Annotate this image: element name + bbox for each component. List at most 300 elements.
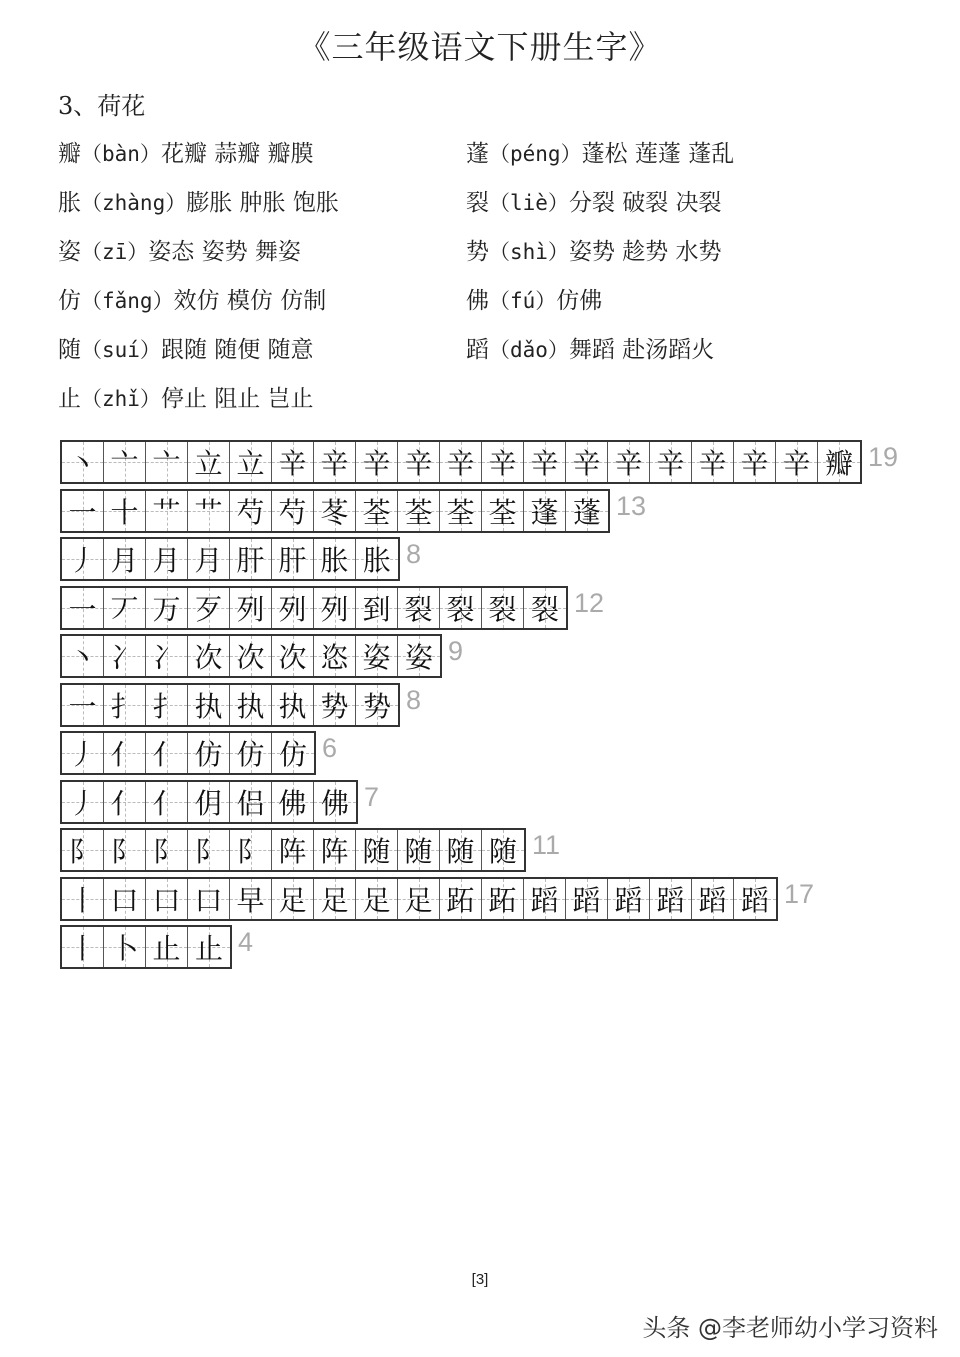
vocab-pinyin: （dǎo） <box>489 338 569 362</box>
stroke-glyph: 丿 <box>68 786 97 820</box>
stroke-cell <box>62 685 104 725</box>
stroke-glyph: 到 <box>362 592 391 626</box>
stroke-glyph: 丿 <box>68 544 97 577</box>
stroke-glyph: 执 <box>194 689 223 723</box>
stroke-glyph: 辛 <box>362 447 391 480</box>
vocab-char: 胀 <box>58 190 81 216</box>
stroke-glyph: 丨 <box>68 932 97 965</box>
stroke-cell <box>62 879 104 919</box>
stroke-glyph: 荃 <box>404 495 433 529</box>
stroke-cell <box>692 442 734 482</box>
stroke-glyph: 辛 <box>614 447 643 480</box>
stroke-glyph: 亠 <box>110 447 139 480</box>
stroke-glyph: 辛 <box>656 447 685 480</box>
vocab-words: 效仿 模仿 仿制 <box>173 288 327 314</box>
vocab-words: 舞蹈 赴汤蹈火 <box>568 337 715 363</box>
stroke-glyph: 辛 <box>278 447 307 480</box>
stroke-cell <box>272 491 314 531</box>
stroke-glyph: 佛 <box>320 786 349 820</box>
stroke-cell <box>62 636 104 676</box>
stroke-glyph: 跖 <box>488 883 517 917</box>
stroke-glyph: 月 <box>152 544 181 577</box>
stroke-glyph: 肝 <box>236 544 265 577</box>
stroke-cell <box>104 539 146 579</box>
stroke-glyph: 冫 <box>152 641 181 674</box>
stroke-cell <box>314 830 356 870</box>
stroke-glyph: 立 <box>194 447 223 480</box>
stroke-cell <box>272 539 314 579</box>
stroke-glyph: 阵 <box>320 835 349 868</box>
stroke-count: 6 <box>322 733 338 763</box>
vocab-row <box>58 130 898 179</box>
vocab-words: 膨胀 肿胀 饱胀 <box>186 190 339 216</box>
stroke-glyph: 蹈 <box>656 883 685 917</box>
stroke-cell <box>188 539 230 579</box>
stroke-cell <box>272 685 314 725</box>
stroke-glyph: 裂 <box>530 592 559 626</box>
vocabulary-list <box>58 130 898 424</box>
stroke-glyph: 列 <box>320 592 349 626</box>
stroke-cell <box>272 830 314 870</box>
stroke-glyph: 仿 <box>278 738 307 771</box>
stroke-cell <box>272 733 314 773</box>
stroke-glyph: 艹 <box>152 495 181 529</box>
stroke-glyph: 裂 <box>404 592 433 626</box>
stroke-cell <box>62 782 104 822</box>
vocab-pinyin: （zī） <box>81 240 149 264</box>
stroke-glyph: 辛 <box>698 447 727 480</box>
vocab-item <box>58 326 314 375</box>
stroke-cell <box>146 733 188 773</box>
stroke-cell <box>62 491 104 531</box>
stroke-cell <box>146 491 188 531</box>
stroke-cell <box>314 539 356 579</box>
vocab-char: 瓣 <box>58 141 81 167</box>
stroke-cells <box>60 683 400 727</box>
vocab-row <box>58 326 898 375</box>
vocab-words: 姿势 趁势 水势 <box>568 239 722 265</box>
stroke-glyph: 辛 <box>530 447 559 480</box>
stroke-cell <box>398 491 440 531</box>
stroke-glyph: 蹈 <box>572 883 601 917</box>
stroke-cell <box>230 442 272 482</box>
stroke-cell <box>104 830 146 870</box>
stroke-glyph: 佛 <box>278 786 307 820</box>
vocab-pinyin: （bàn） <box>81 142 161 166</box>
stroke-glyph: 随 <box>404 835 433 868</box>
stroke-cell <box>356 588 398 628</box>
stroke-cell <box>356 539 398 579</box>
stroke-glyph: 胀 <box>362 544 391 577</box>
stroke-glyph: 瓣 <box>824 447 853 480</box>
stroke-cell <box>524 879 566 919</box>
vocab-pinyin: （fǎng） <box>81 289 174 313</box>
stroke-glyph: 列 <box>278 592 307 626</box>
stroke-cell <box>188 685 230 725</box>
stroke-glyph: 苳 <box>320 495 349 529</box>
stroke-cell <box>104 733 146 773</box>
stroke-cell <box>188 879 230 919</box>
stroke-glyph: 阝 <box>236 835 265 868</box>
stroke-cell <box>482 442 524 482</box>
stroke-cell <box>524 588 566 628</box>
stroke-cell <box>566 491 608 531</box>
stroke-cell <box>566 879 608 919</box>
stroke-glyph: 执 <box>236 689 265 723</box>
stroke-count: 8 <box>406 684 422 715</box>
stroke-cell <box>356 636 398 676</box>
stroke-cell <box>524 442 566 482</box>
vocab-pinyin: （suí） <box>81 338 161 362</box>
stroke-cell <box>398 879 440 919</box>
stroke-cell <box>62 539 104 579</box>
vocab-item <box>466 179 722 228</box>
stroke-cell <box>272 636 314 676</box>
stroke-glyph: 芍 <box>278 495 307 529</box>
stroke-glyph: 仿 <box>236 738 265 771</box>
stroke-glyph: 荃 <box>362 495 391 529</box>
stroke-cell <box>62 588 104 628</box>
stroke-glyph: 荃 <box>488 495 517 529</box>
stroke-glyph: 卜 <box>110 932 139 965</box>
stroke-count: 19 <box>868 442 899 472</box>
vocab-char: 佛 <box>466 288 489 314</box>
stroke-cell <box>230 539 272 579</box>
stroke-cell <box>356 442 398 482</box>
stroke-glyph: 姿 <box>404 641 433 674</box>
vocab-pinyin: （zhǐ） <box>81 387 161 411</box>
stroke-glyph: 阵 <box>278 835 307 868</box>
stroke-cell <box>104 442 146 482</box>
stroke-glyph: 亻 <box>110 786 139 820</box>
stroke-cell <box>62 927 104 967</box>
vocab-pinyin: （liè） <box>489 191 569 215</box>
stroke-cell <box>356 685 398 725</box>
stroke-glyph: 裂 <box>446 592 475 626</box>
stroke-cell <box>356 830 398 870</box>
stroke-cell <box>188 733 230 773</box>
stroke-glyph: 阝 <box>152 835 181 868</box>
stroke-cell <box>104 782 146 822</box>
stroke-glyph: 亠 <box>152 447 181 480</box>
stroke-cell <box>440 442 482 482</box>
stroke-cell <box>230 733 272 773</box>
stroke-glyph: 扌 <box>110 689 139 723</box>
stroke-cell <box>230 782 272 822</box>
stroke-cell <box>146 830 188 870</box>
vocab-char: 随 <box>58 337 81 363</box>
stroke-count: 4 <box>238 927 254 957</box>
stroke-glyph: 辛 <box>488 447 517 480</box>
stroke-glyph: 随 <box>488 835 517 868</box>
stroke-glyph: 亻 <box>152 738 181 771</box>
vocab-words: 花瓣 蒜瓣 瓣膜 <box>160 141 314 167</box>
stroke-glyph: 蹈 <box>740 883 769 917</box>
stroke-glyph: 蓬 <box>530 495 559 529</box>
stroke-cell <box>482 491 524 531</box>
stroke-glyph: 势 <box>320 689 349 723</box>
stroke-glyph: 裂 <box>488 592 517 626</box>
vocab-words: 蓬松 莲蓬 蓬乱 <box>581 141 735 167</box>
stroke-glyph: 早 <box>236 883 265 917</box>
stroke-glyph: 执 <box>278 689 307 723</box>
stroke-cell <box>62 733 104 773</box>
page-title: 《三年级语文下册生字》 <box>298 28 662 66</box>
stroke-glyph: 止 <box>152 932 181 965</box>
stroke-cell <box>734 879 776 919</box>
stroke-glyph: 跖 <box>446 883 475 917</box>
stroke-cell <box>482 879 524 919</box>
vocab-pinyin: （fú） <box>489 289 557 313</box>
stroke-glyph: 仴 <box>194 786 223 820</box>
stroke-count: 17 <box>784 878 815 909</box>
vocab-item <box>466 228 722 277</box>
vocab-item <box>58 375 314 424</box>
stroke-glyph: 歹 <box>194 592 223 626</box>
stroke-glyph: 足 <box>404 883 433 917</box>
vocab-char: 止 <box>58 386 81 412</box>
vocab-words: 停止 阻止 岂止 <box>160 386 314 412</box>
stroke-cell <box>188 442 230 482</box>
stroke-cell <box>146 927 188 967</box>
stroke-glyph: 辛 <box>740 447 769 480</box>
stroke-cell <box>692 879 734 919</box>
stroke-cell <box>104 636 146 676</box>
vocab-pinyin: （péng） <box>489 142 582 166</box>
stroke-cell <box>230 830 272 870</box>
stroke-count: 9 <box>448 636 464 666</box>
stroke-glyph: 阝 <box>110 835 139 868</box>
stroke-glyph: 艹 <box>194 495 223 529</box>
stroke-cells <box>60 634 442 678</box>
stroke-glyph: 随 <box>446 835 475 868</box>
stroke-glyph: 丶 <box>68 641 97 674</box>
vocab-item <box>466 130 734 179</box>
vocab-item <box>58 179 339 228</box>
stroke-glyph: 足 <box>320 883 349 917</box>
stroke-glyph: 蹈 <box>698 883 727 917</box>
stroke-cell <box>440 491 482 531</box>
stroke-glyph: 随 <box>362 835 391 868</box>
vocab-words: 跟随 随便 随意 <box>160 337 314 363</box>
stroke-glyph: 亻 <box>110 738 139 771</box>
stroke-glyph: 辛 <box>320 447 349 480</box>
stroke-cell <box>356 491 398 531</box>
stroke-cell <box>272 782 314 822</box>
watermark: 头条 @李老师幼小学习资料 <box>642 1314 938 1342</box>
stroke-glyph: 辛 <box>782 447 811 480</box>
stroke-count: 12 <box>574 587 605 618</box>
stroke-cell <box>104 685 146 725</box>
vocab-words: 分裂 破裂 决裂 <box>568 190 722 216</box>
stroke-glyph: 丶 <box>68 447 97 480</box>
stroke-glyph: 足 <box>362 883 391 917</box>
stroke-glyph: 蹈 <box>614 883 643 917</box>
stroke-cell <box>230 636 272 676</box>
stroke-cell <box>314 491 356 531</box>
stroke-glyph: 芍 <box>236 495 265 529</box>
stroke-glyph: 亻 <box>152 786 181 820</box>
vocab-item <box>58 228 301 277</box>
stroke-cells <box>60 537 400 581</box>
stroke-cell <box>104 491 146 531</box>
stroke-cell <box>146 879 188 919</box>
stroke-cell <box>188 782 230 822</box>
stroke-glyph: 势 <box>362 689 391 723</box>
stroke-glyph: 立 <box>236 447 265 480</box>
stroke-cell <box>230 685 272 725</box>
stroke-glyph: 列 <box>236 592 265 626</box>
stroke-glyph: 足 <box>278 883 307 917</box>
stroke-cell <box>398 636 440 676</box>
vocab-pinyin: （shì） <box>489 240 569 264</box>
stroke-glyph: 荃 <box>446 495 475 529</box>
vocab-row <box>58 228 898 277</box>
vocab-words: 姿态 姿势 舞姿 <box>148 239 301 265</box>
stroke-cell <box>188 927 230 967</box>
stroke-cell <box>608 442 650 482</box>
stroke-cell <box>314 685 356 725</box>
stroke-cells <box>60 877 778 921</box>
stroke-cell <box>146 685 188 725</box>
stroke-cell <box>398 588 440 628</box>
stroke-glyph: 阝 <box>68 835 97 868</box>
stroke-cell <box>314 879 356 919</box>
stroke-cell <box>314 442 356 482</box>
stroke-cell <box>188 588 230 628</box>
stroke-cell <box>104 588 146 628</box>
stroke-glyph: 阝 <box>194 835 223 868</box>
stroke-glyph: 辛 <box>446 447 475 480</box>
stroke-cells <box>60 440 862 484</box>
stroke-glyph: 口 <box>194 883 223 917</box>
stroke-glyph: 次 <box>278 641 307 674</box>
stroke-cell <box>314 588 356 628</box>
stroke-cell <box>146 782 188 822</box>
stroke-cell <box>104 879 146 919</box>
stroke-glyph: 丆 <box>110 592 139 626</box>
stroke-cell <box>818 442 860 482</box>
stroke-cells <box>60 586 568 630</box>
stroke-cells <box>60 925 232 969</box>
vocab-item <box>466 277 602 326</box>
stroke-cell <box>776 442 818 482</box>
stroke-glyph: 次 <box>236 641 265 674</box>
stroke-cell <box>188 636 230 676</box>
stroke-cell <box>482 588 524 628</box>
vocab-row <box>58 375 898 424</box>
stroke-glyph: 月 <box>110 544 139 577</box>
stroke-cell <box>566 442 608 482</box>
stroke-glyph: 姿 <box>362 641 391 674</box>
stroke-glyph: 次 <box>194 641 223 674</box>
vocab-char: 裂 <box>466 190 489 216</box>
stroke-glyph: 侣 <box>236 786 265 820</box>
stroke-glyph: 月 <box>194 544 223 577</box>
stroke-cell <box>146 539 188 579</box>
stroke-cell <box>650 442 692 482</box>
stroke-cells <box>60 780 358 824</box>
stroke-cell <box>482 830 524 870</box>
stroke-cell <box>230 588 272 628</box>
stroke-cell <box>62 830 104 870</box>
stroke-glyph: 蹈 <box>530 883 559 917</box>
vocab-words: 仿佛 <box>556 288 603 314</box>
stroke-glyph: 冫 <box>110 641 139 674</box>
lesson-heading: 3、荷花 <box>58 92 146 120</box>
stroke-cell <box>146 636 188 676</box>
stroke-cells <box>60 489 610 533</box>
stroke-cells <box>60 828 526 872</box>
stroke-glyph: 一 <box>68 495 97 529</box>
stroke-cell <box>398 830 440 870</box>
stroke-cell <box>650 879 692 919</box>
stroke-cell <box>440 830 482 870</box>
stroke-cell <box>230 491 272 531</box>
stroke-cells <box>60 731 316 775</box>
stroke-count: 7 <box>364 781 380 812</box>
stroke-glyph: 万 <box>152 592 181 626</box>
vocab-row <box>58 277 898 326</box>
stroke-cell <box>608 879 650 919</box>
stroke-cell <box>524 491 566 531</box>
stroke-cell <box>272 588 314 628</box>
stroke-glyph: 肝 <box>278 544 307 577</box>
stroke-count: 11 <box>532 830 561 860</box>
stroke-glyph: 辛 <box>404 447 433 480</box>
stroke-cell <box>188 830 230 870</box>
page-number: [3] <box>471 1271 489 1288</box>
stroke-cell <box>734 442 776 482</box>
vocab-item <box>58 277 326 326</box>
stroke-glyph: 蓬 <box>572 495 601 529</box>
stroke-cell <box>104 927 146 967</box>
stroke-glyph: 仿 <box>194 738 223 771</box>
stroke-glyph: 口 <box>110 883 139 917</box>
stroke-glyph: 丨 <box>68 883 97 917</box>
stroke-glyph: 一 <box>68 592 97 626</box>
vocab-char: 蹈 <box>466 337 489 363</box>
stroke-cell <box>314 782 356 822</box>
stroke-glyph: 十 <box>110 495 139 529</box>
stroke-cell <box>146 588 188 628</box>
stroke-glyph: 胀 <box>320 544 349 577</box>
vocab-char: 姿 <box>58 239 81 265</box>
vocab-char: 势 <box>466 239 489 265</box>
vocab-item <box>466 326 714 375</box>
stroke-glyph: 一 <box>68 689 97 723</box>
vocab-char: 仿 <box>58 288 81 314</box>
stroke-glyph: 恣 <box>320 641 349 674</box>
stroke-cell <box>62 442 104 482</box>
stroke-cell <box>440 588 482 628</box>
stroke-count: 13 <box>616 490 647 521</box>
stroke-cell <box>146 442 188 482</box>
stroke-glyph: 扌 <box>152 689 181 723</box>
stroke-glyph: 止 <box>194 932 223 965</box>
vocab-item <box>58 130 314 179</box>
stroke-cell <box>272 879 314 919</box>
stroke-glyph: 丿 <box>68 738 97 771</box>
vocab-row <box>58 179 898 228</box>
vocab-char: 蓬 <box>466 141 489 167</box>
stroke-cell <box>272 442 314 482</box>
stroke-cell <box>314 636 356 676</box>
vocab-pinyin: （zhàng） <box>81 191 187 215</box>
stroke-cell <box>188 491 230 531</box>
stroke-glyph: 辛 <box>572 447 601 480</box>
stroke-cell <box>398 442 440 482</box>
